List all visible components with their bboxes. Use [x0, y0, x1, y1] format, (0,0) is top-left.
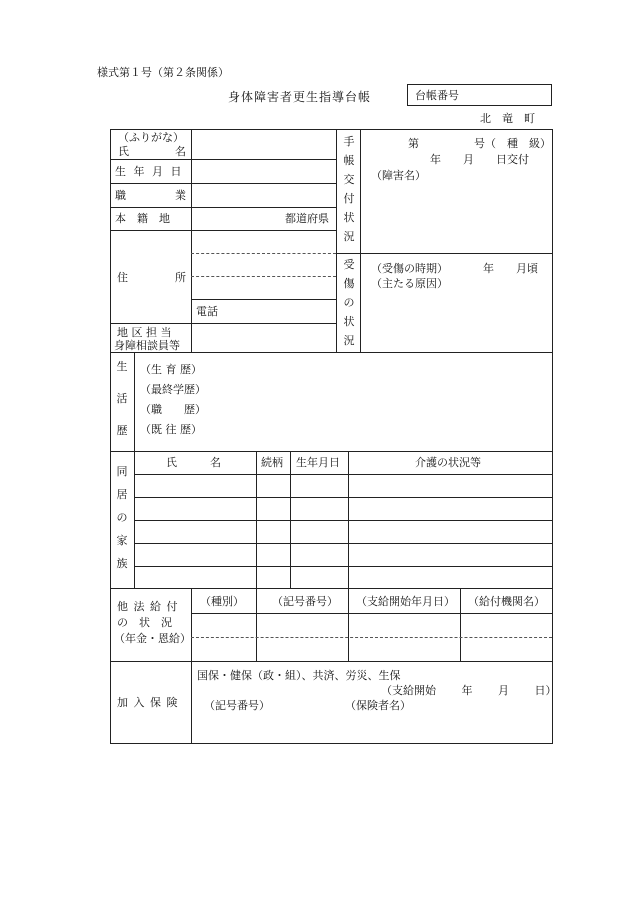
address-field[interactable] — [192, 231, 335, 298]
district-field[interactable] — [192, 324, 335, 351]
insurance-field[interactable] — [192, 715, 551, 742]
domicile-label: 本 籍 地 — [115, 212, 170, 225]
occupation-field[interactable] — [192, 184, 335, 206]
handbook-date-line: 年 月 日交付 — [430, 153, 529, 166]
domicile-field[interactable] — [192, 208, 282, 229]
form-label: 様式第１号（第２条関係） — [97, 66, 229, 79]
life-item-work: （職 歴） — [140, 403, 206, 416]
page-title: 身体障害者更生指導台帳 — [228, 90, 372, 104]
town-name: 北 竜 町 — [480, 112, 535, 125]
district-label-1: 地 区 担 当 — [117, 326, 172, 339]
phone-field[interactable] — [226, 300, 335, 322]
name-label-b: 名 — [175, 145, 186, 158]
occupation-label-a: 職 — [115, 189, 126, 202]
disability-name-label: （障害名） — [371, 169, 426, 182]
life-item-medical: （既 往 歴） — [140, 423, 202, 436]
ledger-number-box[interactable] — [407, 84, 552, 106]
life-item-upbringing: （生 育 歴） — [140, 363, 202, 376]
benefits-col-type: （種別） — [200, 595, 244, 608]
life-vertical-label: 生 活 歴 — [116, 360, 128, 437]
occupation-label-b: 業 — [175, 189, 186, 202]
benefits-col-start: （支給開始年月日） — [356, 595, 455, 608]
life-item-education: （最終学歴） — [140, 383, 206, 396]
benefits-label-2: の 状 況 — [117, 616, 172, 629]
handbook-vertical-label: 手 帳 交 付 状 況 — [343, 135, 355, 243]
birthdate-label: 生 年 月 日 — [115, 165, 184, 178]
insurance-code: （記号番号） — [204, 699, 270, 712]
family-vertical-label: 同 居 の 家 族 — [116, 465, 128, 570]
insurance-insurer: （保険者名） — [345, 699, 411, 712]
life-history-field[interactable] — [210, 353, 551, 450]
benefits-col-code: （記号番号） — [272, 595, 338, 608]
ledger-number-label: 台帳番号 — [415, 89, 459, 102]
injury-field[interactable] — [361, 292, 551, 351]
injury-time-label: （受傷の時期） — [371, 262, 448, 275]
family-col-care: 介護の状況等 — [415, 456, 481, 469]
insurance-line-2: （支給開始 年 月 日） — [381, 684, 557, 697]
phone-label: 電話 — [196, 305, 218, 318]
injury-vertical-label: 受 傷 の 状 況 — [343, 258, 355, 347]
family-col-relation: 続柄 — [261, 456, 283, 469]
address-label-b: 所 — [175, 271, 186, 284]
insurance-line-1: 国保・健保（政・組）、共済、労災、生保 — [197, 669, 401, 682]
benefits-label-3: （年金・恩給） — [114, 632, 191, 645]
birthdate-field[interactable] — [192, 160, 335, 182]
injury-time-suffix: 年 月頃 — [483, 262, 538, 275]
injury-cause-label: （主たる原因） — [371, 277, 448, 290]
family-col-birthdate: 生年月日 — [296, 456, 340, 469]
district-label-2: 身障相談員等 — [114, 339, 180, 352]
handbook-field[interactable] — [361, 185, 551, 251]
address-label-a: 住 — [117, 271, 128, 284]
benefits-col-agency: （給付機関名） — [468, 595, 545, 608]
benefits-label-1: 他 法 給 付 — [117, 600, 179, 613]
name-label-a: 氏 — [118, 145, 129, 158]
furigana-label: （ふりがな） — [118, 131, 184, 144]
insurance-label: 加 入 保 険 — [117, 696, 179, 709]
name-field[interactable] — [192, 130, 335, 158]
family-col-name: 氏 名 — [166, 456, 221, 469]
handbook-number-line: 第 号（ 種 級） — [408, 137, 551, 150]
prefecture-suffix: 都道府県 — [285, 212, 329, 225]
